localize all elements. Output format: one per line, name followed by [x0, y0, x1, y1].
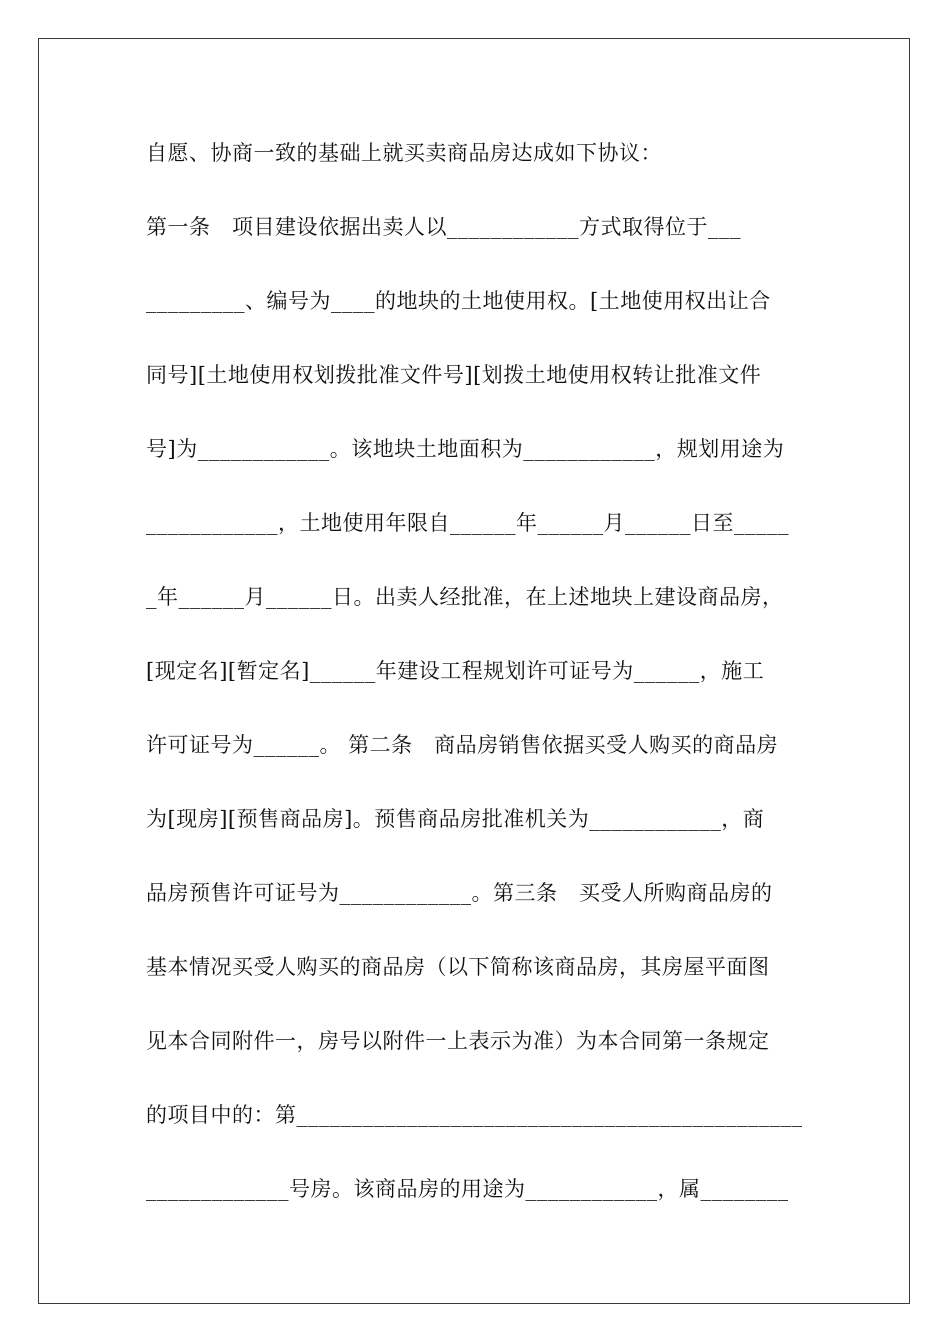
text-line: 的项目中的：第______________________________________________ [146, 1103, 803, 1127]
text-line: [现定名][暂定名]______年建设工程规划许可证号为______，施工 [146, 659, 765, 683]
text-line: 许可证号为______。 第二条 商品房销售依据买受人购买的商品房 [146, 733, 779, 757]
text-line: ____________，土地使用年限自______年______月______日至_____ [146, 511, 789, 535]
text-line: 同号][土地使用权划拨批准文件号][划拨土地使用权转让批准文件 [146, 363, 762, 387]
text-line: 号]为____________。该地块土地面积为____________，规划用途为 [146, 437, 785, 461]
text-line: 基本情况买受人购买的商品房（以下简称该商品房，其房屋平面图 [146, 955, 770, 979]
text-line: 品房预售许可证号为____________。第三条 买受人所购商品房的 [146, 881, 773, 905]
text-line: 见本合同附件一，房号以附件一上表示为准）为本合同第一条规定 [146, 1029, 770, 1053]
text-line: _____________号房。该商品房的用途为____________，属________ [146, 1177, 789, 1201]
contract-text [146, 128, 806, 1238]
text-line: 自愿、协商一致的基础上就买卖商品房达成如下协议： [146, 141, 662, 165]
text-line: _________、编号为____的地块的土地使用权。[土地使用权出让合 [146, 289, 771, 313]
text-line: _年______月______日。出卖人经批准，在上述地块上建设商品房， [146, 585, 784, 609]
text-line: 第一条 项目建设依据出卖人以____________方式取得位于___ [146, 215, 741, 239]
text-line: 为[现房][预售商品房]。预售商品房批准机关为____________，商 [146, 807, 765, 831]
